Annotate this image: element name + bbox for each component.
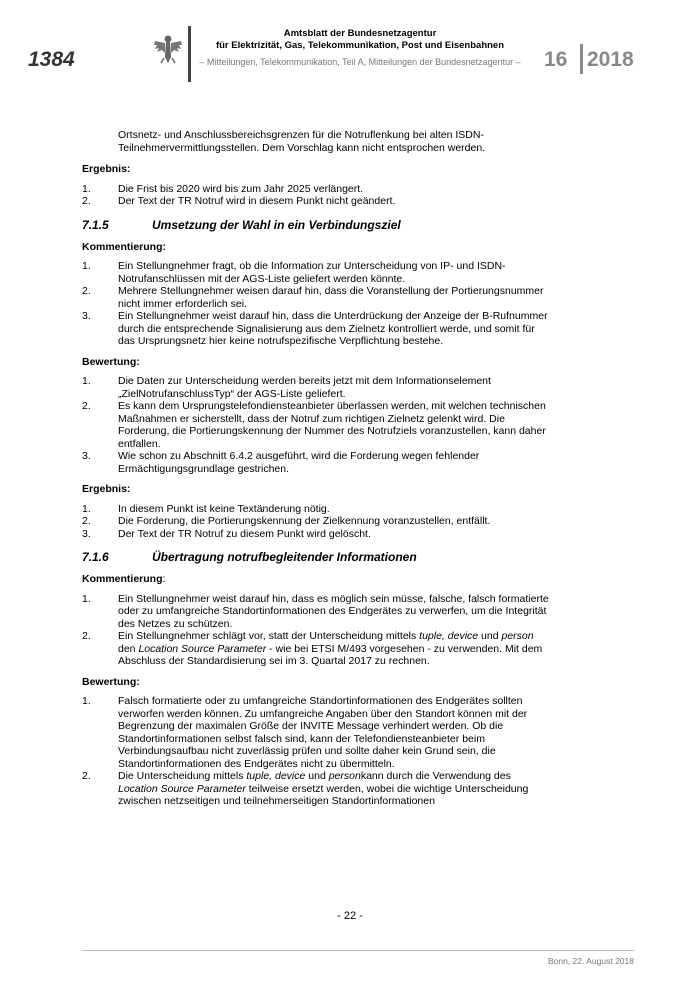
list-item: 2. Der Text der TR Notruf wird in diesem Punkt nicht geändert. xyxy=(82,195,396,207)
ergebnis-label: Ergebnis: xyxy=(82,163,131,175)
list-item: 2. Es kann dem Ursprungstelefondiensteanbieter überlassen werden, mit welchen technischen Maßnahmen er sicherstellt, dass der Notruf zum richtigen Zielnetz gelenkt wird. Die Forderung, die Portierungskennung der Nummer des Notrufziels voranzustellen, kann daher entfallen. xyxy=(82,400,546,450)
list-item: 1. Ein Stellungnehmer weist darauf hin, dass es möglich sein müsse, falsche, falsch formatierte oder zu umfangreiche Standortinformationen des Endgerätes zu verwerfen, um die Integrität des Netzes zu schützen. xyxy=(82,592,549,630)
intro-paragraph: Ortsnetz- und Anschlussbereichsgrenzen für die Notruflenkung bei alten ISDN-Teilnehmervermittlungsstellen. Dem Vorschlag kann nicht entsprochen werden. xyxy=(118,129,486,154)
kommentierung-label: Kommentierung: xyxy=(82,573,166,585)
list-item: 1. Ein Stellungnehmer fragt, ob die Information zur Unterscheidung von IP- und ISDN-Notrufanschlüssen mit der AGS-Liste geliefert werden könnte. xyxy=(82,260,506,285)
list-item: 2. Mehrere Stellungnehmer weisen darauf hin, dass die Voranstellung der Portierungsnummer nicht immer erforderlich sei. xyxy=(82,285,544,310)
section-heading-7-1-5: 7.1.5 Umsetzung der Wahl in ein Verbindungsziel xyxy=(82,217,401,232)
issue-divider xyxy=(580,44,583,74)
federal-eagle-icon xyxy=(153,33,183,65)
journal-subtitle: – Mitteilungen, Telekommunikation, Teil A, Mitteilungen der Bundesnetzagentur – xyxy=(199,57,521,67)
ergebnis-label: Ergebnis: xyxy=(82,483,131,495)
list-item: 3. Wie schon zu Abschnitt 6.4.2 ausgeführt, wird die Forderung wegen fehlender Ermächtigungsgrundlage gestrichen. xyxy=(82,450,480,475)
list-item: 2. Die Forderung, die Portierungskennung der Zielkennung voranzustellen, entfällt. xyxy=(82,515,491,527)
footer-date: Bonn, 22. August 2018 xyxy=(547,956,634,966)
kommentierung-label: Kommentierung: xyxy=(82,240,166,253)
list-item: 1. Die Daten zur Unterscheidung werden bereits jetzt mit dem Informationselement „ZielNotrufanschlussTyp“ der AGS-Liste geliefert. xyxy=(82,375,491,400)
section-heading-7-1-6: 7.1.6 Übertragung notrufbegleitender Informationen xyxy=(82,550,417,564)
list-item: 2. Ein Stellungnehmer schlägt vor, statt der Unterscheidung mittels tuple, device und person den Location Source Parameter - wie bei ETSI M/493 vorgesehen - zu verwenden. Mit dem Abschluss der Standardisierung sei im 3. Quartal 2017 zu rechnen. xyxy=(82,630,543,667)
header-divider xyxy=(188,26,191,82)
issue-number: 16 xyxy=(544,48,568,71)
ergebnis-list xyxy=(82,183,552,208)
ergebnis-list xyxy=(82,503,552,541)
list-item: 1. In diesem Punkt ist keine Textänderung nötig. xyxy=(82,502,330,515)
kommentierung-list xyxy=(82,260,552,348)
bewertung-list xyxy=(82,695,552,808)
list-item: 1. Falsch formatierte oder zu umfangreiche Standortinformationen des Endgerätes sollten verworfen werden können. Zu umfangreiche Angaben über den Standort können mit der Begrenzung der maximalen Größe der INVITE Message verhindert werden. Ob die Standortinformationen selbst falsch sind, kann der Telefondiensteanbieter beim Verbindungsaufbau nicht zuverlässig prüfen und sollte daher kein Grund sein, die Standortinformationen des Endgerätes nicht zu übermitteln. xyxy=(82,695,528,770)
list-item: 3. Der Text der TR Notruf zu diesem Punkt wird gelöscht. xyxy=(82,527,371,540)
journal-title xyxy=(196,28,524,52)
journal-title-line1: Amtsblatt der Bundesnetzagentur xyxy=(283,28,437,39)
journal-title-line2: für Elektrizität, Gas, Telekommunikation, Post und Eisenbahnen xyxy=(215,40,505,51)
bewertung-label: Bewertung: xyxy=(82,675,140,688)
footer-divider xyxy=(82,950,634,951)
page-number: 1384 xyxy=(28,48,75,71)
document-body xyxy=(82,129,552,816)
bewertung-list xyxy=(82,375,552,475)
list-item: 1. Die Frist bis 2020 wird bis zum Jahr 2025 verlängert. xyxy=(82,182,364,195)
bewertung-label: Bewertung: xyxy=(82,355,140,368)
issue-year: 2018 xyxy=(587,48,634,71)
list-item: 2. Die Unterscheidung mittels tuple, device und personkann durch die Verwendung des Location Source Parameter teilweise ersetzt werden, wobei die wichtige Unterscheidung zwischen netzseitigen und teilnehmerseitigen Standortinformationen xyxy=(82,770,529,807)
footer-page-number: - 22 - xyxy=(337,910,363,922)
kommentierung-list xyxy=(82,593,552,668)
list-item: 3. Ein Stellungnehmer weist darauf hin, dass die Unterdrückung der Anzeige der B-Rufnummer durch die entsprechende Signalisierung aus dem Zielnetz kontrolliert werde, und somit für das Ursprungsnetz hier keine notrufspezifische Verpflichtung bestehe. xyxy=(82,310,548,347)
